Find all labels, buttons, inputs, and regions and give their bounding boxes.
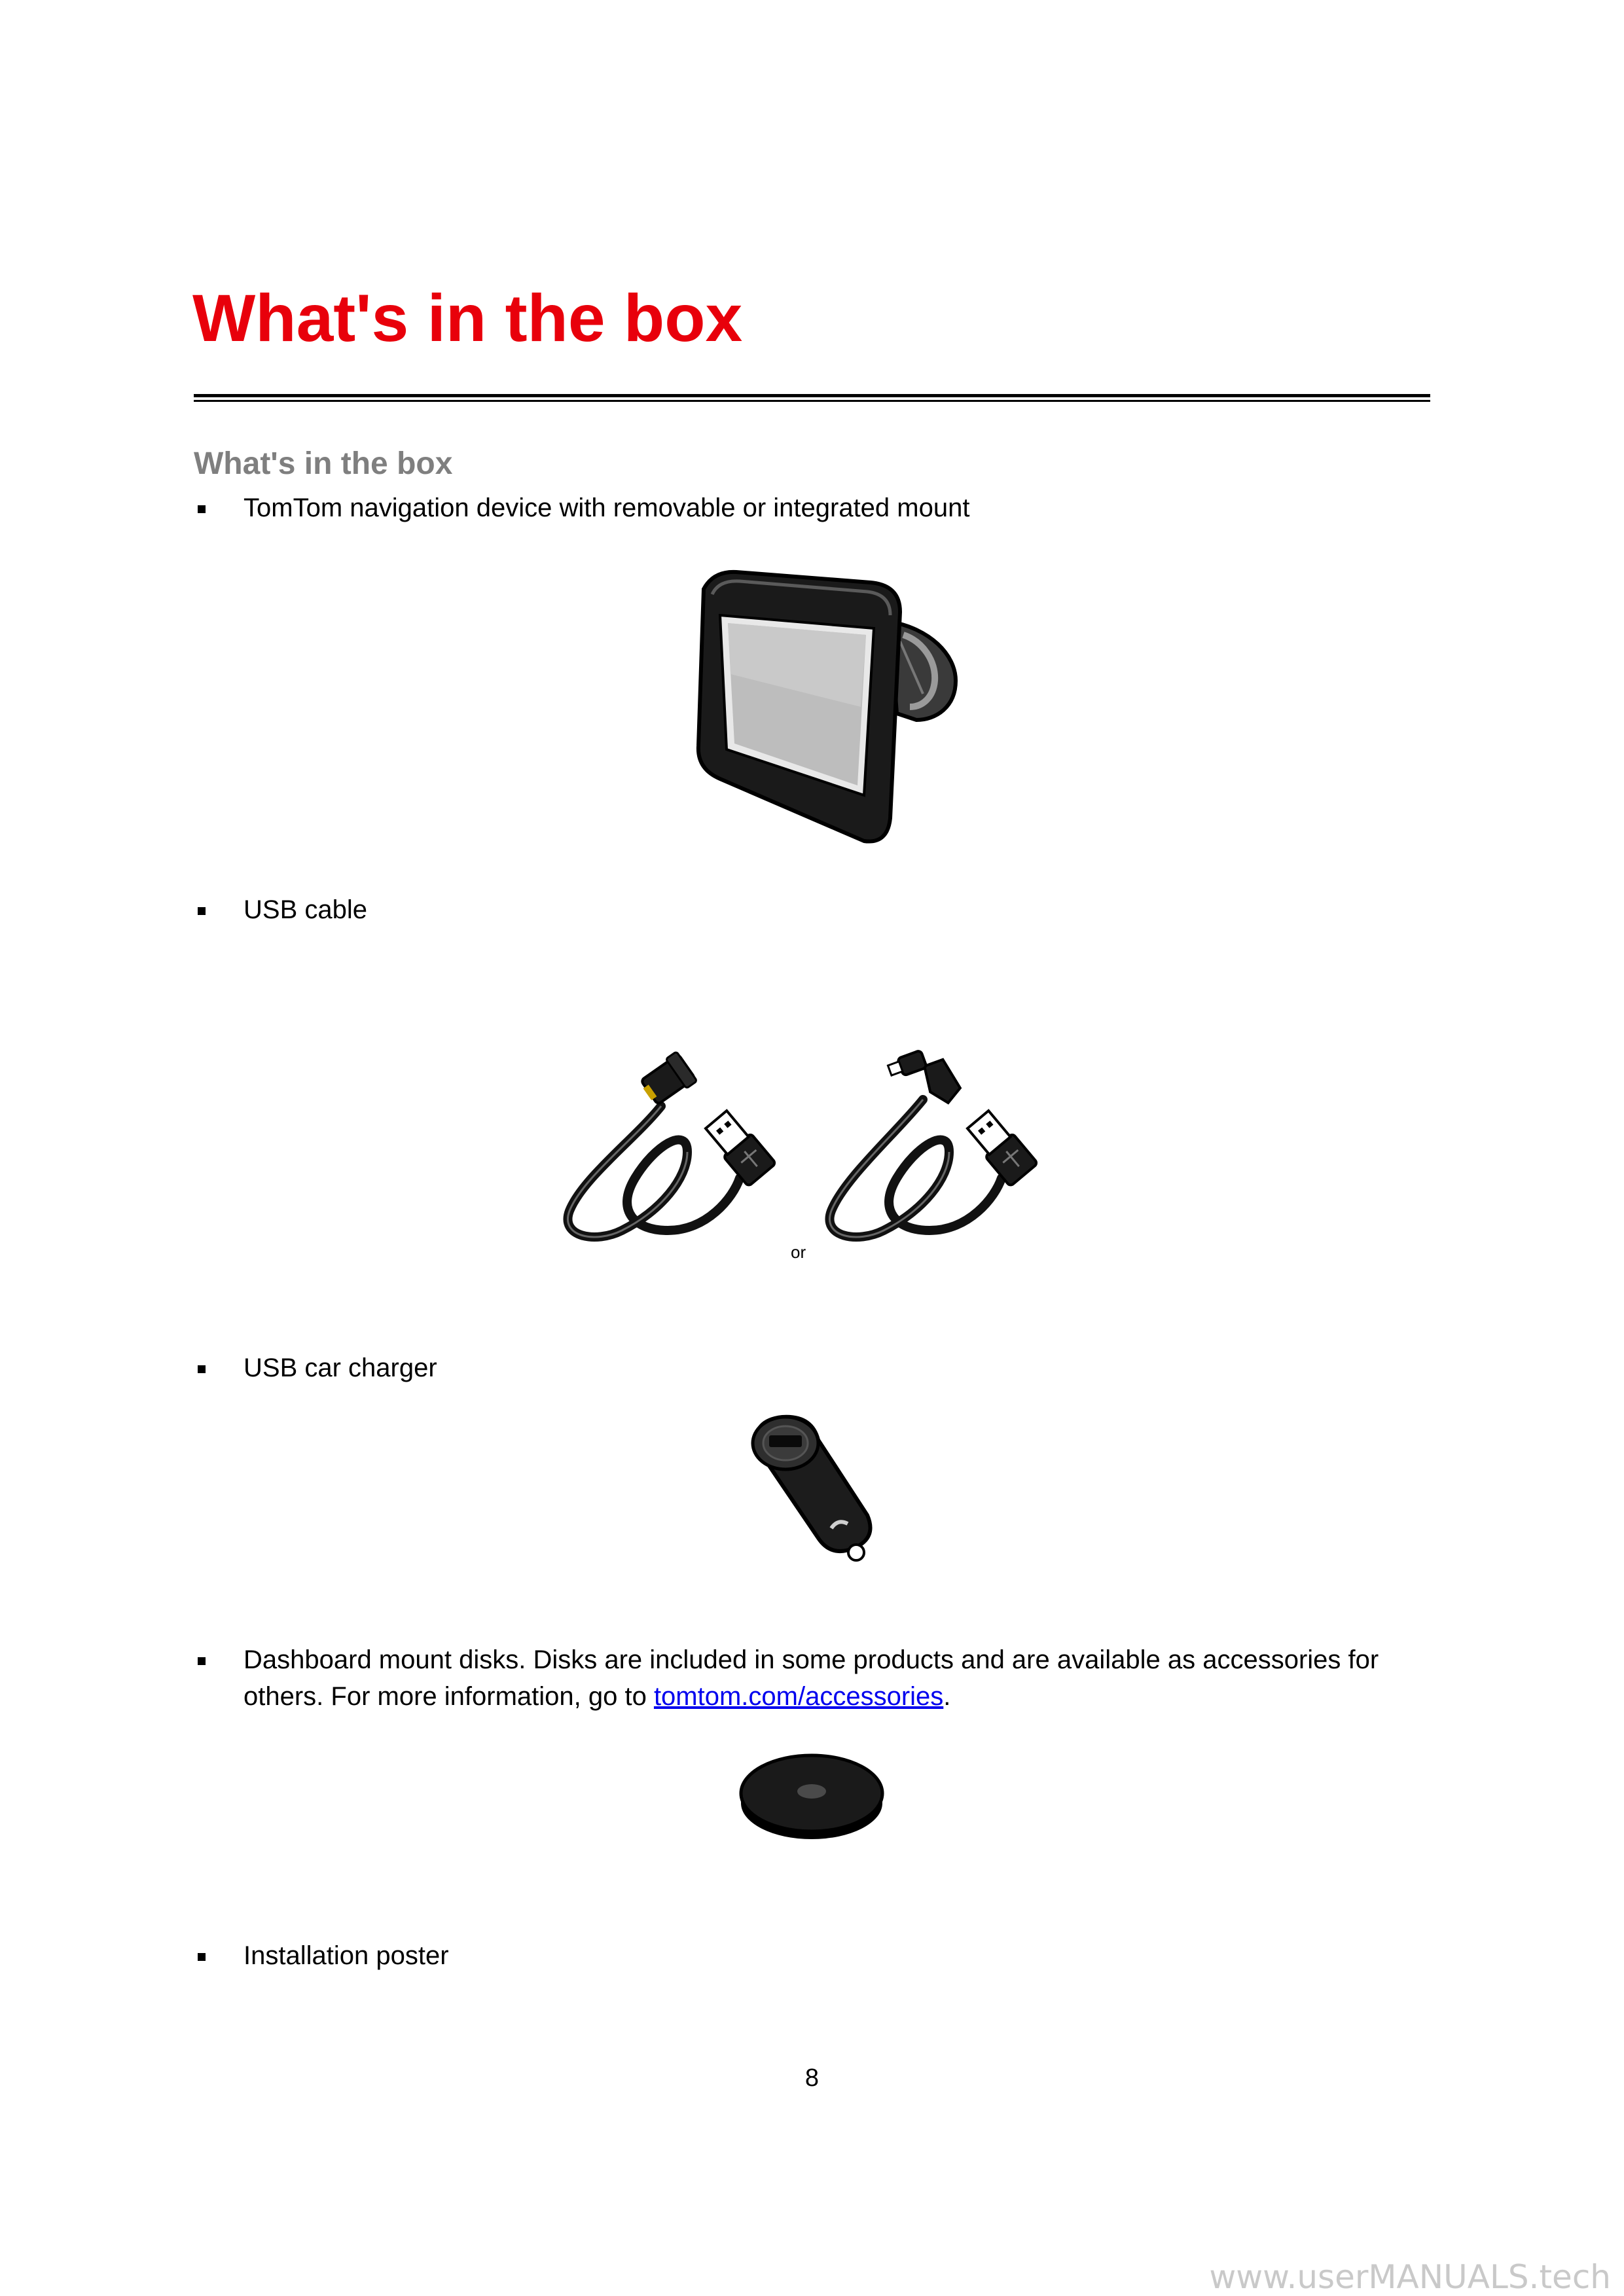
bullet-icon <box>198 907 206 915</box>
bullet-icon <box>198 1657 206 1665</box>
accessories-link[interactable]: tomtom.com/accessories <box>653 1682 944 1711</box>
title-rule-bottom <box>194 400 1430 402</box>
usb-cable-image-b <box>812 1021 1047 1257</box>
list-item-text: Installation poster <box>244 1941 449 1970</box>
list-item-dashboard-mount-disks <box>194 1641 1431 1715</box>
list-item-text: USB car charger <box>244 1354 437 1382</box>
list-item-navigation-device <box>194 490 1431 526</box>
dashboard-mount-disk-image <box>736 1744 887 1842</box>
list-item-usb-car-charger <box>194 1350 1431 1386</box>
list-item-usb-cable <box>194 891 1431 928</box>
or-label: or <box>791 1242 806 1262</box>
usb-cable-image-a <box>556 1034 792 1257</box>
watermark: www.userMANUALS.tech <box>1209 2258 1611 2296</box>
bullet-icon <box>198 1953 206 1961</box>
item-text-before: Dashboard mount disks. Disks are included in some products and are available as accessories for others. For more information, go to <box>244 1645 1379 1711</box>
usb-car-charger-image <box>740 1407 884 1571</box>
list-item-text <box>244 1641 1431 1715</box>
list-item-text: TomTom navigation device with removable or integrated mount <box>244 493 970 522</box>
bullet-icon <box>198 1365 206 1373</box>
page-number: 8 <box>804 2064 820 2092</box>
navigation-device-image <box>674 563 962 851</box>
title-rule-top <box>194 394 1430 397</box>
section-heading: What's in the box <box>194 446 453 481</box>
item-text-after: . <box>943 1682 951 1711</box>
list-item-installation-poster <box>194 1937 1431 1974</box>
list-item-text: USB cable <box>244 895 367 924</box>
page-title: What's in the box <box>192 281 743 355</box>
bullet-icon <box>198 505 206 513</box>
